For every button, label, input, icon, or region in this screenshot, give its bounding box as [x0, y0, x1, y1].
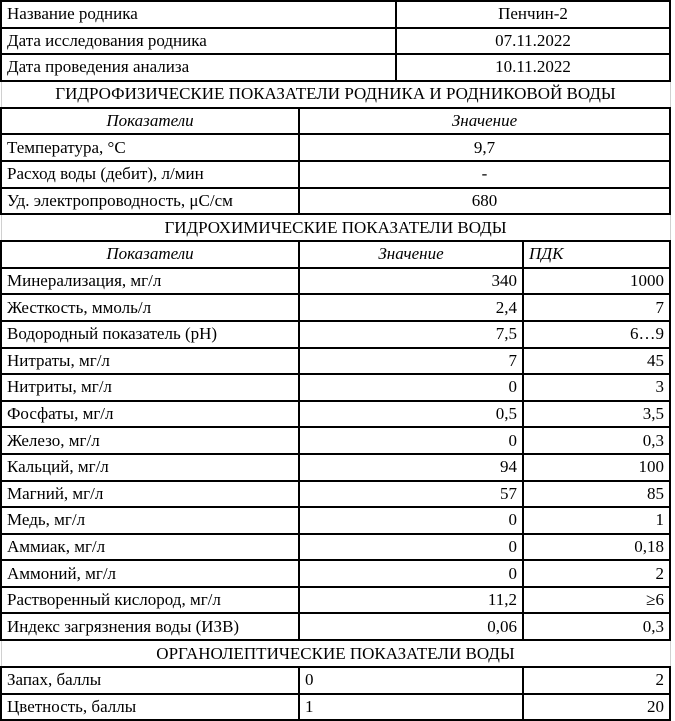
row-limit: 0,3: [523, 427, 670, 454]
row-value: 0,5: [299, 401, 523, 428]
row-limit: 0,3: [523, 613, 670, 640]
row-label: Цветность, баллы: [1, 694, 299, 721]
row-limit: 1: [523, 507, 670, 534]
row-label: Аммоний, мг/л: [1, 560, 299, 587]
row-value: 0,06: [299, 613, 523, 640]
row-limit: 100: [523, 454, 670, 481]
column-header-row: [1, 241, 670, 268]
section-title-row: [1, 81, 670, 108]
row-label: Минерализация, мг/л: [1, 268, 299, 295]
analysis-date-value: 10.11.2022: [396, 54, 670, 81]
column-header-row: [1, 108, 670, 135]
row-value: 680: [299, 188, 670, 215]
row-limit: 3,5: [523, 401, 670, 428]
row-value: 9,7: [299, 134, 670, 161]
row-value: -: [299, 161, 670, 188]
row-label: Растворенный кислород, мг/л: [1, 587, 299, 614]
row-value: 57: [299, 481, 523, 508]
data-row: [1, 427, 670, 454]
row-value: 0: [299, 560, 523, 587]
data-row: [1, 454, 670, 481]
row-label: Нитраты, мг/л: [1, 348, 299, 375]
row-limit: 7: [523, 294, 670, 321]
row-label: Уд. электропроводность, μС/см: [1, 188, 299, 215]
section-title: ОРГАНОЛЕПТИЧЕСКИЕ ПОКАЗАТЕЛИ ВОДЫ: [1, 640, 670, 667]
section-title: ГИДРОФИЗИЧЕСКИЕ ПОКАЗАТЕЛИ РОДНИКА И РОДНИКОВОЙ ВОДЫ: [1, 81, 670, 108]
col-header-value: Значение: [299, 241, 523, 268]
section-title-row: [1, 640, 670, 667]
data-row: [1, 534, 670, 561]
row-value: 2,4: [299, 294, 523, 321]
section-title: ГИДРОХИМИЧЕСКИЕ ПОКАЗАТЕЛИ ВОДЫ: [1, 214, 670, 241]
row-label: Кальций, мг/л: [1, 454, 299, 481]
row-label: Железо, мг/л: [1, 427, 299, 454]
data-row: [1, 613, 670, 640]
data-row: [1, 294, 670, 321]
row-limit: 6…9: [523, 321, 670, 348]
info-row: [1, 28, 670, 55]
info-row: [1, 1, 670, 28]
row-value: 7,5: [299, 321, 523, 348]
data-row: [1, 188, 670, 215]
row-limit: 2: [523, 667, 670, 694]
data-row: [1, 481, 670, 508]
row-value: 11,2: [299, 587, 523, 614]
section-title-row: [1, 214, 670, 241]
col-header-indicator: Показатели: [1, 241, 299, 268]
row-value: 0: [299, 534, 523, 561]
data-row: [1, 667, 670, 694]
row-limit: 85: [523, 481, 670, 508]
row-label: Нитриты, мг/л: [1, 374, 299, 401]
data-row: [1, 587, 670, 614]
row-limit: 2: [523, 560, 670, 587]
data-row: [1, 374, 670, 401]
data-row: [1, 348, 670, 375]
row-label: Температура, °С: [1, 134, 299, 161]
row-label: Жесткость, ммоль/л: [1, 294, 299, 321]
row-limit: 45: [523, 348, 670, 375]
row-value: 94: [299, 454, 523, 481]
data-row: [1, 161, 670, 188]
row-limit: 0,18: [523, 534, 670, 561]
info-label: Название родника: [1, 1, 396, 28]
row-label: Водородный показатель (pH): [1, 321, 299, 348]
data-row: [1, 560, 670, 587]
row-value: 1: [299, 694, 523, 721]
row-label: Расход воды (дебит), л/мин: [1, 161, 299, 188]
row-label: Магний, мг/л: [1, 481, 299, 508]
data-row: [1, 134, 670, 161]
data-row: [1, 268, 670, 295]
row-limit: 1000: [523, 268, 670, 295]
row-value: 0: [299, 374, 523, 401]
row-label: Аммиак, мг/л: [1, 534, 299, 561]
row-value: 0: [299, 427, 523, 454]
survey-date-value: 07.11.2022: [396, 28, 670, 55]
row-limit: ≥6: [523, 587, 670, 614]
row-label: Запах, баллы: [1, 667, 299, 694]
col-header-indicator: Показатели: [1, 108, 299, 135]
row-value: 340: [299, 268, 523, 295]
row-value: 7: [299, 348, 523, 375]
info-label: Дата проведения анализа: [1, 54, 396, 81]
row-label: Фосфаты, мг/л: [1, 401, 299, 428]
col-header-limit: ПДК: [523, 241, 670, 268]
row-label: Индекс загрязнения воды (ИЗВ): [1, 613, 299, 640]
col-header-value: Значение: [299, 108, 670, 135]
spring-name-value: Пенчин-2: [396, 1, 670, 28]
data-row: [1, 401, 670, 428]
row-limit: 20: [523, 694, 670, 721]
data-row: [1, 507, 670, 534]
row-limit: 3: [523, 374, 670, 401]
info-label: Дата исследования родника: [1, 28, 396, 55]
info-row: [1, 54, 670, 81]
data-row: [1, 321, 670, 348]
data-row: [1, 694, 670, 721]
row-label: Медь, мг/л: [1, 507, 299, 534]
row-value: 0: [299, 667, 523, 694]
row-value: 0: [299, 507, 523, 534]
